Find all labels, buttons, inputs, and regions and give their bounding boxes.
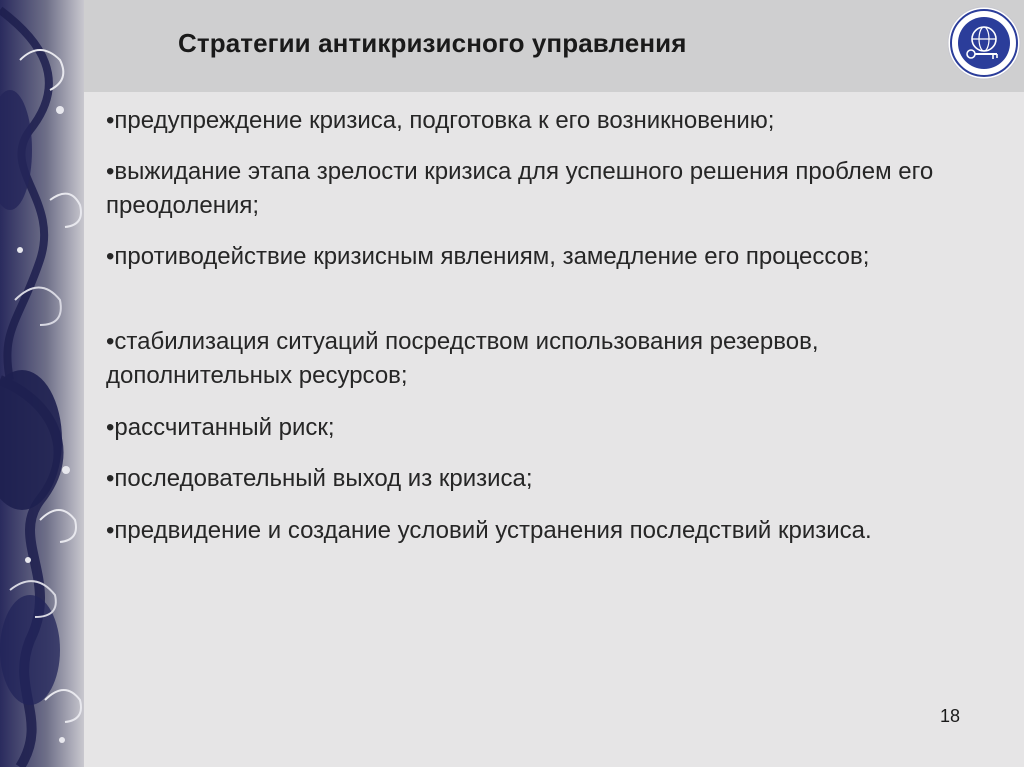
bullet-item-6: •последовательный выход из кризиса;: [106, 465, 533, 492]
bullet-item-2: •выжидание этапа зрелости кризиса для успешного решения проблем его преодоления;: [106, 158, 934, 219]
page-number: 18: [940, 706, 961, 726]
bullet-item-7: •предвидение и создание условий устранения последствий кризиса.: [106, 517, 872, 544]
bullet-item-4: •стабилизация ситуаций посредством использования резервов, дополнительных ресурсов;: [106, 328, 819, 389]
slide-title: Стратегии антикризисного управления: [178, 28, 687, 58]
bullet-item-1: •предупреждение кризиса, подготовка к его возникновению;: [106, 107, 775, 134]
bullet-item-3: •противодействие кризисным явлениям, замедление его процессов;: [106, 243, 870, 270]
bullet-item-5: •рассчитанный риск;: [106, 414, 335, 441]
